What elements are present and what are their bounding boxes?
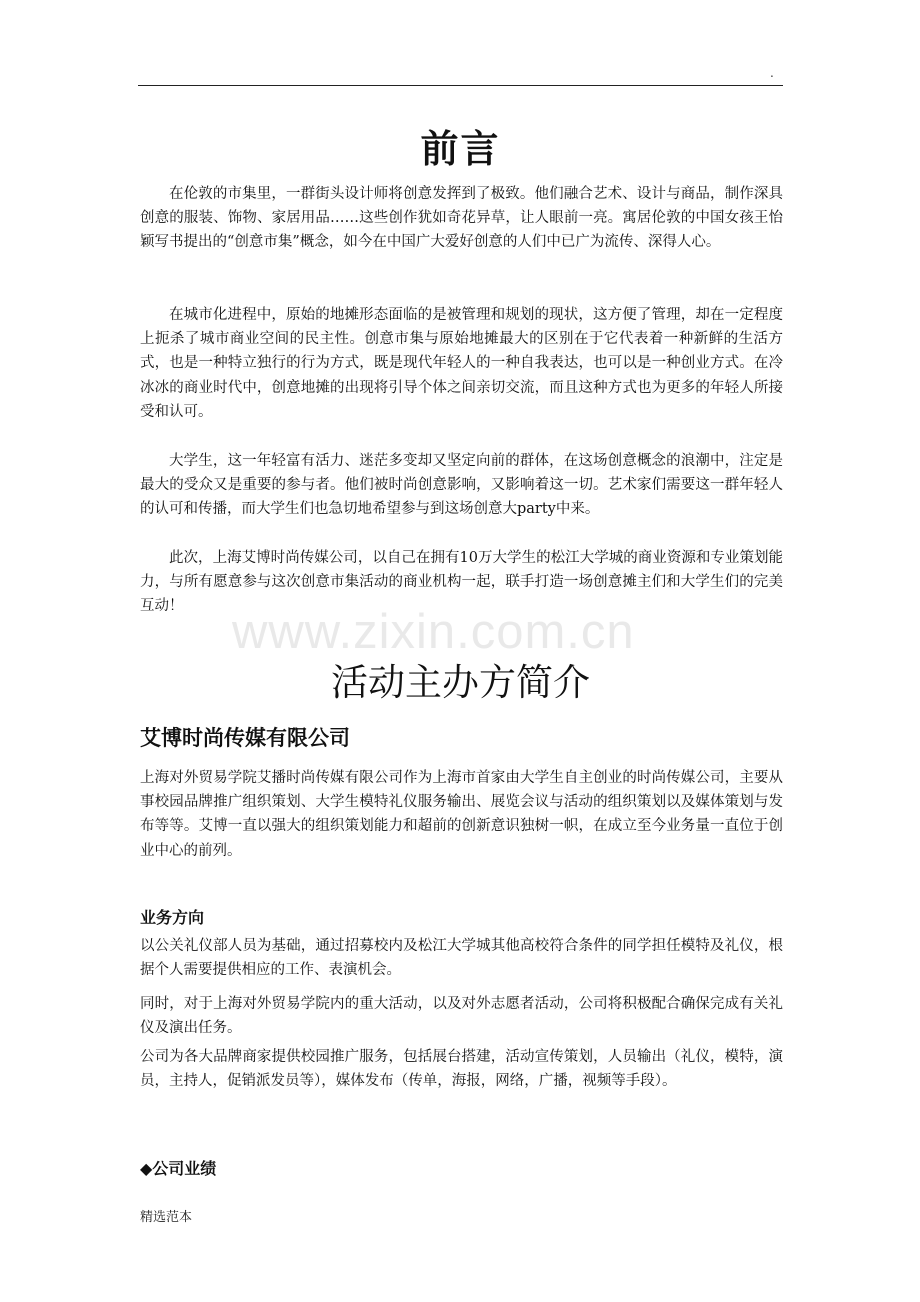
business-item-2: 同时，对于上海对外贸易学院内的重大活动，以及对外志愿者活动，公司将积极配合确保完成有关礼仪及演出任务。 xyxy=(140,996,783,1037)
business-heading: 业务方向 xyxy=(140,908,205,927)
preface-paragraph-1: 在伦敦的市集里，一群街头设计师将创意发挥到了极致。他们融合艺术、设计与商品，制作深具创意的服装、饰物、家居用品……这些创作犹如奇花异草，让人眼前一亮。寓居伦敦的中国女孩王怡颖写书提出的“创意市集”概念，如今在中国广大爱好创意的人们中已广为流传、深得人心。 xyxy=(140,186,783,251)
organizer-title: 活动主办方简介 xyxy=(331,661,590,704)
company-name-heading: 艾博时尚传媒有限公司 xyxy=(140,726,350,750)
watermark: www.zixin.com.cn xyxy=(232,605,635,659)
header-mark: . xyxy=(770,66,774,80)
company-intro: 上海对外贸易学院艾播时尚传媒有限公司作为上海市首家由大学生自主创业的时尚传媒公司，主要从事校园品牌推广组织策划、大学生模特礼仪服务输出、展览会议与活动的组织策划以及媒体策划与发布等等。艾博一直以强大的组织策划能力和超前的创新意识独树一帜，在成立至今业务量一直位于创业中心的前列。 xyxy=(140,770,783,859)
header-divider xyxy=(138,85,783,86)
preface-paragraph-2: 在城市化进程中，原始的地摊形态面临的是被管理和规划的现状，这方便了管理，却在一定程度上扼杀了城市商业空间的民主性。创意市集与原始地摊最大的区别在于它代表着一种新鲜的生活方式，也是一种特立独行的行为方式，既是现代年轻人的一种自我表达，也可以是一种创业方式。在冷冰冰的商业时代中，创意地摊的出现将引导个体之间亲切交流，而且这种方式也为更多的年轻人所接受和认可。 xyxy=(140,307,783,420)
preface-paragraph-4: 此次，上海艾博时尚传媒公司，以自己在拥有10万大学生的松江大学城的商业资源和专业策划能力，与所有愿意参与这次创意市集活动的商业机构一起，联手打造一场创意摊主们和大学生们的完美互动！ xyxy=(140,550,783,615)
footer-label: 精选范本 xyxy=(140,1210,193,1225)
business-item-1: 以公关礼仪部人员为基础，通过招募校内及松江大学城其他高校符合条件的同学担任模特及礼仪，根据个人需要提供相应的工作、表演机会。 xyxy=(140,938,783,979)
preface-paragraph-3: 大学生，这一年轻富有活力、迷茫多变却又坚定向前的群体，在这场创意概念的浪潮中，注定是最大的受众又是重要的参与者。他们被时尚创意影响，又影响着这一切。艺术家们需要这一群年轻人的认可和传播，而大学生们也急切地希望参与到这场创意大party中来。 xyxy=(140,453,783,518)
preface-title: 前言 xyxy=(420,127,501,171)
achievements-heading: ◆公司业绩 xyxy=(140,1159,217,1178)
business-item-3: 公司为各大品牌商家提供校园推广服务，包括展台搭建，活动宣传策划，人员输出（礼仪，模特，演员，主持人，促销派发员等），媒体发布（传单，海报，网络，广播，视频等手段）。 xyxy=(140,1049,783,1090)
